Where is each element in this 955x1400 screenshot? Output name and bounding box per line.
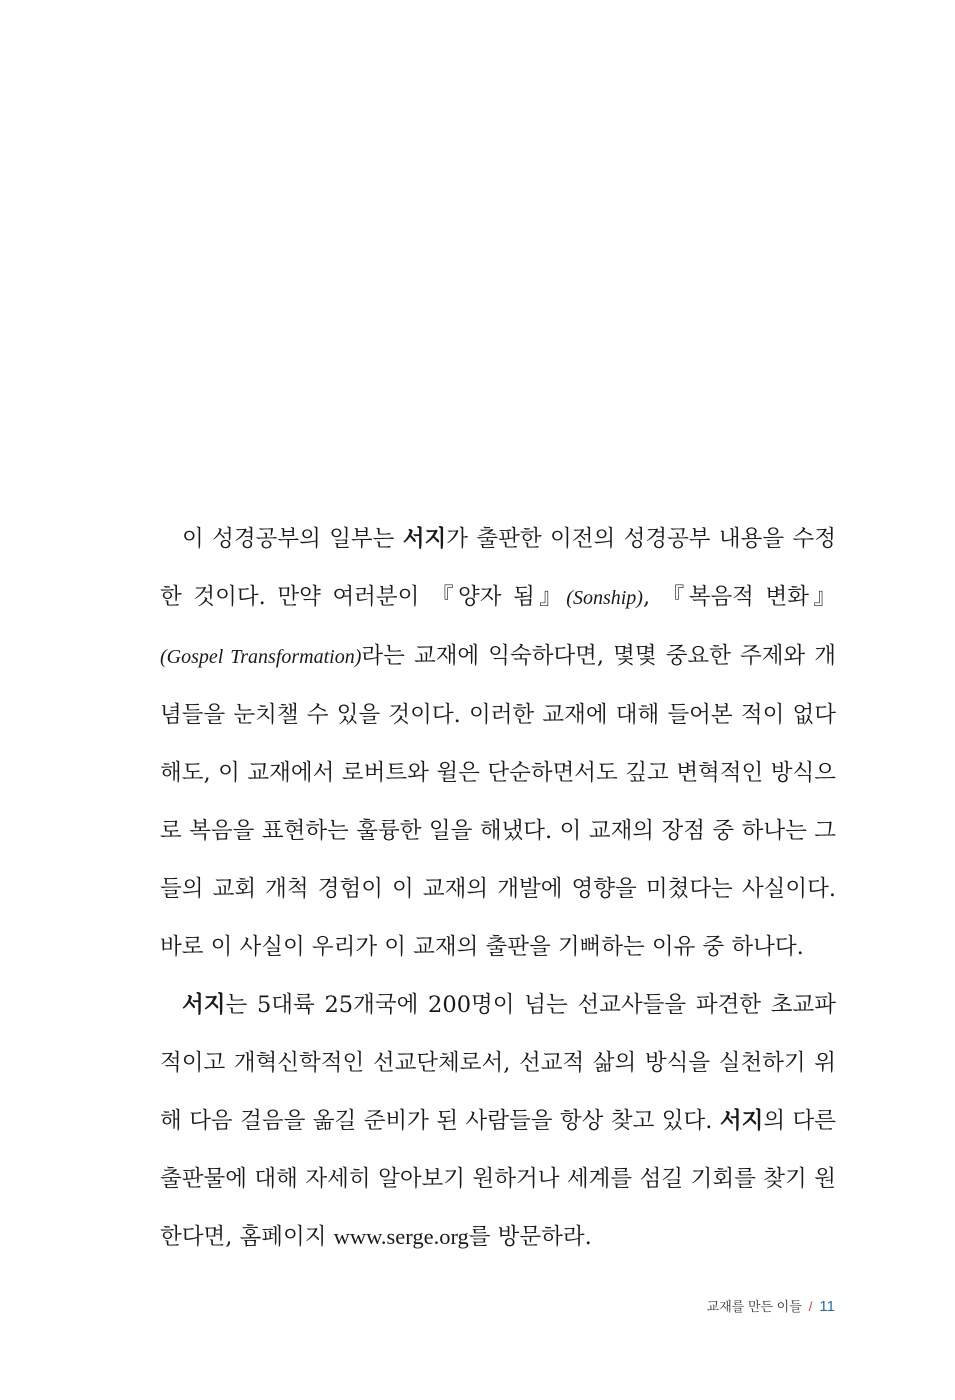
text-run: 이 성경공부의 일부는	[182, 526, 403, 552]
page-number: 11	[819, 1298, 835, 1315]
text-run: 는 5대륙 25개국에 200명이 넘는 선교사들을 파견한 초교파적이고 개혁신학적인 선교단체로서, 선교적 삶의 방식을 실천하기 위해 다음 걸음을 옮길 준비가 된 사람들을 항상 찾고 있다.	[160, 992, 836, 1134]
footer-separator: /	[808, 1299, 813, 1314]
website-url: www.serge.org	[333, 1224, 469, 1249]
text-run: 가 출판한 이전의 성경공부 내용을 수정한 것이다. 만약 여러분이 『양자 됨』	[160, 526, 836, 610]
text-run: 의 다른 출판물에 대해 자세히 알아보기 원하거나 세계를 섬길 기회를 찾기 원한다면, 홈페이지	[160, 1108, 837, 1250]
english-title-gospel-transformation: (Gospel Transformation)	[160, 646, 362, 668]
text-run: 를 방문하라.	[468, 1224, 592, 1250]
org-name-emphasis: 서지	[402, 526, 447, 552]
footer-section-title: 교재를 만든 이들	[706, 1299, 802, 1314]
org-name-emphasis: 서지	[719, 1108, 764, 1134]
paragraph-about-materials	[160, 510, 836, 976]
text-run: 라는 교재에 익숙하다면, 몇몇 중요한 주제와 개념들을 눈치챌 수 있을 것이다. 이러한 교재에 대해 들어본 적이 없다 해도, 이 교재에서 로버트와 윌은 단순하면서도 깊고 변혁적인 방식으로 복음을 표현하는 훌륭한 일을 해냈다. 이 교재의 장점 중 하나는 그들의 교회 개척 경험이 이 교재의 개발에 영향을 미쳤다는 사실이다. 바로 이 사실이 우리가 이 교재의 출판을 기뻐하는 이유 중 하나다.	[160, 643, 837, 960]
org-name-emphasis: 서지	[182, 992, 226, 1018]
paragraph-about-serge	[160, 976, 836, 1266]
english-title-sonship: (Sonship)	[566, 587, 643, 609]
text-run: , 『복음적 변화』	[642, 584, 836, 610]
body-text	[160, 510, 836, 1266]
page-footer	[707, 1296, 835, 1315]
